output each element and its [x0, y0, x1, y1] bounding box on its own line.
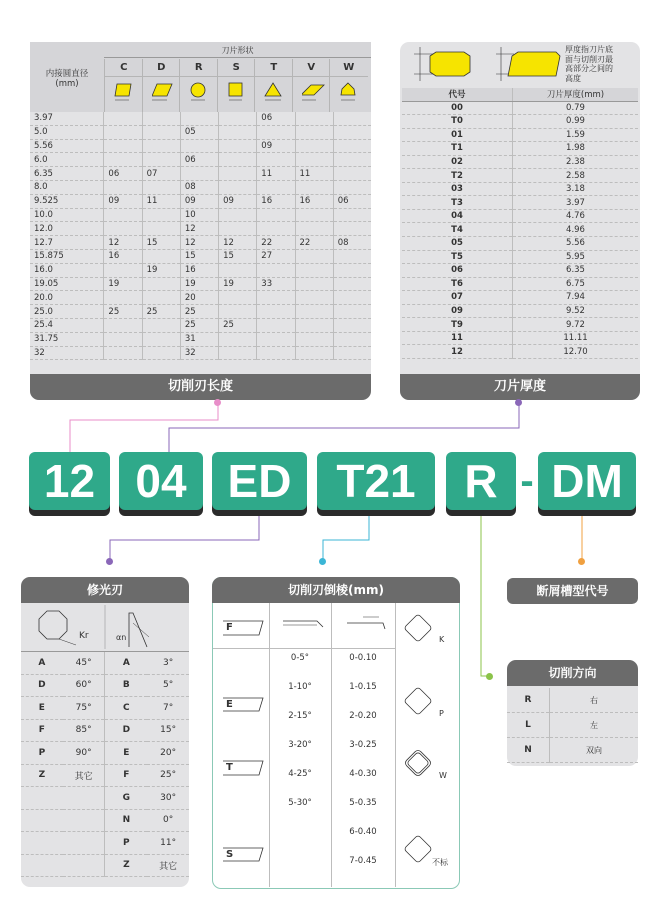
wiper-cell: 45° — [63, 652, 105, 674]
shape-col-s: S — [217, 59, 256, 112]
chamfer-width: 2-0.20 — [349, 711, 377, 721]
code-block-chipbreaker: DM — [538, 452, 636, 510]
wiper-angle-icon — [21, 603, 189, 651]
length-cell: 06 — [333, 194, 371, 208]
wiper-cell — [63, 787, 105, 810]
diameter-cell: 19.05 — [30, 277, 104, 291]
wiper-cell: C — [105, 697, 147, 720]
wiper-cell — [21, 854, 63, 877]
length-cell: 12 — [180, 222, 218, 236]
length-cell: 25 — [180, 305, 218, 319]
wiper-cell: B — [105, 674, 147, 697]
length-cell: 25 — [180, 318, 218, 332]
diameter-cell: 31.75 — [30, 332, 104, 346]
chamfer-shape-label-none: 不标 — [432, 858, 448, 867]
chamfer-shape-label-p: P — [439, 709, 444, 718]
diameter-cell: 8.0 — [30, 180, 104, 194]
wiper-cell: F — [105, 764, 147, 787]
chamfer-type-f: F — [226, 622, 233, 633]
thickness-value: 4.76 — [513, 209, 639, 223]
length-cell: 25 — [142, 305, 180, 319]
chamfer-shape-k — [404, 614, 432, 642]
wiper-cell — [63, 809, 105, 832]
wiper-cell: 30° — [147, 787, 189, 810]
thickness-value: 4.96 — [513, 223, 639, 237]
length-cell: 15 — [180, 249, 218, 263]
wiper-cell: 20° — [147, 742, 189, 765]
thickness-value: 1.98 — [513, 142, 639, 156]
diameter-cell: 25.0 — [30, 305, 104, 319]
direction-row — [507, 713, 638, 738]
diameter-cell: 3.97 — [30, 112, 104, 125]
direction-label: 左 — [550, 713, 639, 738]
thickness-code: T2 — [402, 169, 513, 183]
length-cell: 16 — [104, 249, 142, 263]
thickness-value: 6.35 — [513, 264, 639, 278]
chamfer-width: 6-0.40 — [349, 827, 377, 837]
connector-dot-blue — [319, 558, 326, 565]
thickness-value: 5.95 — [513, 250, 639, 264]
wiper-cell: D — [21, 674, 63, 697]
wiper-cell: 3° — [147, 652, 189, 674]
wiper-table — [21, 652, 189, 877]
wiper-diagram — [21, 603, 189, 652]
length-cell: 19 — [104, 277, 142, 291]
thickness-value: 6.75 — [513, 277, 639, 291]
thickness-code: T5 — [402, 250, 513, 264]
wiper-cell: F — [21, 719, 63, 742]
length-cell: 19 — [180, 277, 218, 291]
thickness-value: 12.70 — [513, 345, 639, 359]
length-cell: 33 — [257, 277, 295, 291]
thickness-code: 09 — [402, 304, 513, 318]
diameter-cell: 20.0 — [30, 291, 104, 305]
length-cell: 09 — [180, 194, 218, 208]
thickness-value: 11.11 — [513, 331, 639, 345]
wiper-row — [21, 764, 189, 787]
length-cell: 12 — [180, 236, 218, 250]
diameter-cell: 32 — [30, 346, 104, 360]
kr-label: Kr — [79, 631, 89, 641]
length-cell: 12 — [219, 236, 257, 250]
code-block-wiper: ED — [212, 452, 307, 510]
shape-col-d: D — [142, 59, 181, 112]
thickness-value: 3.18 — [513, 182, 639, 196]
length-cell: 20 — [180, 291, 218, 305]
diameter-cell: 5.56 — [30, 139, 104, 153]
thickness-col-code: 代号 — [402, 88, 513, 101]
wiper-cell: 其它 — [147, 854, 189, 877]
diameter-cell: 6.0 — [30, 153, 104, 167]
length-cell: 06 — [257, 112, 295, 125]
direction-label: 双向 — [550, 738, 639, 763]
length-cell: 11 — [142, 194, 180, 208]
shape-col-c: C — [104, 59, 143, 112]
length-cell: 25 — [219, 318, 257, 332]
chamfer-width: 7-0.45 — [349, 856, 377, 866]
code-block-direction: R — [446, 452, 516, 510]
wiper-cell: 60° — [63, 674, 105, 697]
wiper-cell: A — [21, 652, 63, 674]
wiper-cell: 75° — [63, 697, 105, 720]
length-cell: 08 — [180, 180, 218, 194]
code-block-length: 12 — [29, 452, 110, 510]
length-cell: 11 — [295, 167, 333, 181]
wiper-cell: 85° — [63, 719, 105, 742]
thickness-code: T6 — [402, 277, 513, 291]
chamfer-angle: 1-10° — [288, 682, 312, 692]
chamfer-body — [213, 603, 459, 887]
thickness-value: 0.99 — [513, 115, 639, 129]
thickness-code: 01 — [402, 128, 513, 142]
chamfer-type-e: E — [226, 699, 233, 710]
wiper-cell: E — [21, 697, 63, 720]
chamfer-angle: 3-20° — [288, 740, 312, 750]
code-block-chamfer: T21 — [317, 452, 435, 510]
chamfer-shape-label-w: W — [439, 771, 447, 780]
wiper-row — [21, 787, 189, 810]
code-block-thickness: 04 — [119, 452, 203, 510]
thickness-code: 11 — [402, 331, 513, 345]
thickness-code: 07 — [402, 291, 513, 305]
thickness-footer: 刀片厚度 — [400, 374, 640, 400]
length-cell: 16 — [295, 194, 333, 208]
thickness-code: 04 — [402, 209, 513, 223]
length-cell: 19 — [142, 263, 180, 277]
wiper-cell: 其它 — [63, 764, 105, 787]
shape-col-r: R — [179, 59, 218, 112]
thickness-value: 5.56 — [513, 237, 639, 251]
thickness-value: 7.94 — [513, 291, 639, 305]
chamfer-type-t: T — [226, 762, 233, 773]
thickness-code: 03 — [402, 182, 513, 196]
thickness-col-value: 刀片厚度(mm) — [513, 88, 639, 101]
connector-dot-purple-top — [515, 399, 522, 406]
wiper-cell: 15° — [147, 719, 189, 742]
chamfer-angle: 0-5° — [290, 653, 310, 663]
wiper-cell — [63, 832, 105, 855]
length-cell: 22 — [257, 236, 295, 250]
thickness-value: 0.79 — [513, 101, 639, 115]
wiper-row — [21, 719, 189, 742]
diameter-cell: 12.7 — [30, 236, 104, 250]
connector-dot-pink — [214, 399, 221, 406]
chamfer-width: 5-0.35 — [349, 798, 377, 808]
wiper-row — [21, 697, 189, 720]
length-cell: 07 — [142, 167, 180, 181]
length-footer: 切削刃长度 — [30, 374, 371, 400]
length-cell: 08 — [333, 236, 371, 250]
wiper-row — [21, 854, 189, 877]
diameter-cell: 9.525 — [30, 194, 104, 208]
chip-breaker-title: 断屑槽型代号 — [507, 578, 638, 604]
wiper-cell: 90° — [63, 742, 105, 765]
thickness-value: 1.59 — [513, 128, 639, 142]
length-cell: 22 — [295, 236, 333, 250]
wiper-cell: Z — [105, 854, 147, 877]
chamfer-shape-label-k: K — [439, 635, 445, 644]
thickness-value: 9.52 — [513, 304, 639, 318]
chamfer-width: 1-0.15 — [349, 682, 377, 692]
length-cell: 05 — [180, 125, 218, 139]
connector-dot-orange — [578, 558, 585, 565]
length-cell: 09 — [219, 194, 257, 208]
wiper-cell: 5° — [147, 674, 189, 697]
direction-code: R — [507, 688, 550, 713]
chamfer-angle: 4-25° — [288, 769, 312, 779]
wiper-cell: P — [105, 832, 147, 855]
chamfer-width: 4-0.30 — [349, 769, 377, 779]
wiper-cell: E — [105, 742, 147, 765]
length-cell: 12 — [104, 236, 142, 250]
wiper-cell — [63, 854, 105, 877]
shape-col-t: T — [254, 59, 293, 112]
direction-code: N — [507, 738, 550, 763]
wiper-cell: P — [21, 742, 63, 765]
connector-dot-purple — [106, 558, 113, 565]
wiper-cell: G — [105, 787, 147, 810]
chamfer-width: 3-0.25 — [349, 740, 377, 750]
diameter-cell: 6.35 — [30, 167, 104, 181]
thickness-value: 2.38 — [513, 155, 639, 169]
thickness-code: T3 — [402, 196, 513, 210]
diameter-header-unit: (mm) — [55, 79, 79, 89]
wiper-cell: 25° — [147, 764, 189, 787]
chamfer-angle: 2-15° — [288, 711, 312, 721]
chamfer-title: 切削刃倒棱(mm) — [212, 577, 460, 603]
direction-code: L — [507, 713, 550, 738]
wiper-cell: D — [105, 719, 147, 742]
chamfer-type-s: S — [226, 849, 234, 860]
direction-label: 右 — [550, 688, 639, 713]
thickness-code: T9 — [402, 318, 513, 332]
wiper-row — [21, 832, 189, 855]
shape-header-label: 刀片形状 — [221, 46, 254, 55]
thickness-code: 06 — [402, 264, 513, 278]
chamfer-angle: 5-30° — [288, 798, 312, 808]
wiper-title: 修光刃 — [21, 577, 189, 603]
thickness-code: 05 — [402, 237, 513, 251]
direction-table — [507, 688, 638, 763]
direction-row — [507, 738, 638, 763]
length-cell: 27 — [257, 249, 295, 263]
length-cell: 06 — [104, 167, 142, 181]
length-cell: 09 — [104, 194, 142, 208]
length-cell: 16 — [180, 263, 218, 277]
thickness-code: T0 — [402, 115, 513, 129]
direction-title: 切削方向 — [507, 660, 638, 686]
wiper-row — [21, 674, 189, 697]
an-label: αn — [116, 633, 127, 642]
diameter-cell: 12.0 — [30, 222, 104, 236]
length-cell: 25 — [104, 305, 142, 319]
diameter-cell: 16.0 — [30, 263, 104, 277]
wiper-cell: 0° — [147, 809, 189, 832]
length-cell: 16 — [257, 194, 295, 208]
diameter-cell: 5.0 — [30, 125, 104, 139]
thickness-code: 02 — [402, 155, 513, 169]
wiper-cell: Z — [21, 764, 63, 787]
connector-dot-green — [486, 673, 493, 680]
thickness-code: 12 — [402, 345, 513, 359]
thickness-value: 2.58 — [513, 169, 639, 183]
wiper-row — [21, 809, 189, 832]
wiper-cell — [21, 809, 63, 832]
thickness-code: T4 — [402, 223, 513, 237]
thickness-code: T1 — [402, 142, 513, 156]
length-cell: 09 — [257, 139, 295, 153]
length-cell: 15 — [219, 249, 257, 263]
wiper-cell: 7° — [147, 697, 189, 720]
diameter-cell: 25.4 — [30, 318, 104, 332]
wiper-cell: N — [105, 809, 147, 832]
length-cell: 32 — [180, 346, 218, 360]
thickness-note: 厚度指刀片底面与切削刃最高部分之间的高度 — [565, 45, 613, 83]
length-cell: 06 — [180, 153, 218, 167]
shape-col-v: V — [292, 59, 331, 112]
thickness-value: 9.72 — [513, 318, 639, 332]
diameter-cell: 15.875 — [30, 249, 104, 263]
diameter-cell: 10.0 — [30, 208, 104, 222]
thickness-value: 3.97 — [513, 196, 639, 210]
thickness-code: 00 — [402, 101, 513, 115]
length-cell: 15 — [142, 236, 180, 250]
direction-row — [507, 688, 638, 713]
wiper-cell — [21, 832, 63, 855]
wiper-row — [21, 652, 189, 674]
length-cell: 31 — [180, 332, 218, 346]
length-cell: 10 — [180, 208, 218, 222]
wiper-cell — [21, 787, 63, 810]
chamfer-width: 0-0.10 — [349, 653, 377, 663]
diameter-header-label: 内接圆直径 — [45, 69, 89, 79]
wiper-row — [21, 742, 189, 765]
length-cell: 19 — [219, 277, 257, 291]
code-dash: - — [520, 459, 534, 503]
wiper-cell: A — [105, 652, 147, 674]
wiper-cell: 11° — [147, 832, 189, 855]
length-cell: 11 — [257, 167, 295, 181]
shape-col-w: W — [329, 59, 368, 112]
